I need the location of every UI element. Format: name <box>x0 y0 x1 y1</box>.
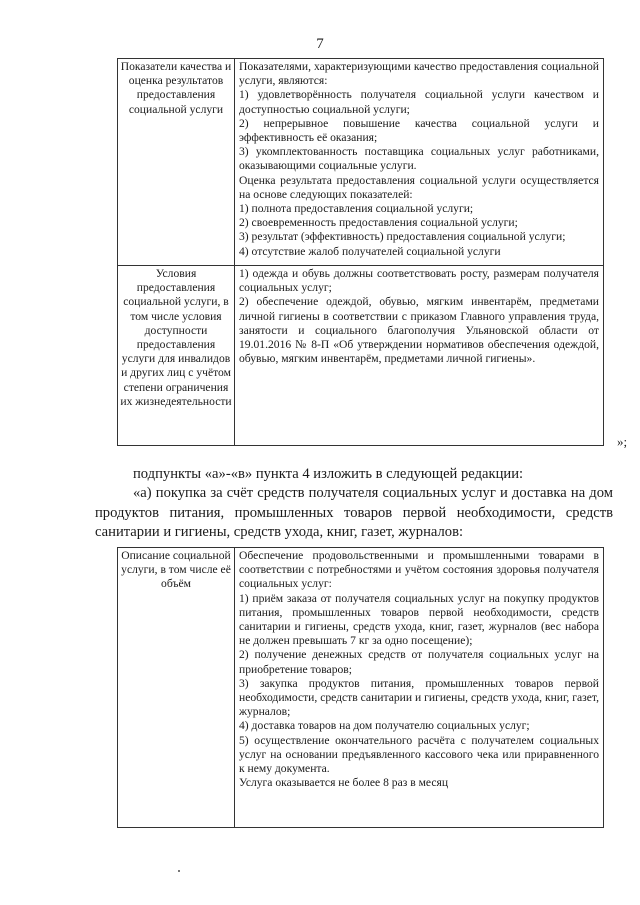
body-paragraph: «а) покупка за счёт средств получателя социальных услуг и доставка на дом продуктов питания, промышленных товаров первой необходимости, средств санитарии и гигиены, средств ухода, книг, газет, журналов: <box>95 485 613 540</box>
content-line: 2) своевременность предоставления социальной услуги; <box>239 216 518 230</box>
service-quality-table <box>117 58 604 446</box>
content-line: Показателями, характеризующими качество предоставления социальной услуги, являются: <box>239 60 599 88</box>
scan-speck <box>178 870 180 872</box>
content-line: 2) обеспечение одеждой, обувью, мягким инвентарём, предметами личной гигиены в соответствии с приказом Главного управления труда, занятости и социального благополучия Ульяновской области от 19.01.2016 № 8-П «Об утверждении нормативов обеспечения одеждой, обувью, мягким инвентарём, предметами личной гигиены». <box>239 295 599 366</box>
content-line: 3) закупка продуктов питания, промышленных товаров первой необходимости, средств санитарии и гигиены, средств ухода, книг, газет, журналов; <box>239 676 599 719</box>
row-label: Условия предоставления социальной услуги, в том числе условия доступности предоставления услуги для инвалидов и других лиц с учётом степени ограничения их жизнедеятельности <box>118 266 235 446</box>
content-line: Услуга оказывается не более 8 раз в месяц <box>239 776 449 790</box>
content-line: 4) доставка товаров на дом получателю социальных услуг; <box>239 719 530 733</box>
row-content <box>235 548 604 828</box>
content-line: 1) одежда и обувь должны соответствовать росту, размерам получателя социальных услуг; <box>239 267 599 295</box>
content-line: 2) непрерывное повышение качества социальной услуги и эффективность её оказания; <box>239 116 599 145</box>
content-line: 3) результат (эффективность) предоставления социальной услуги; <box>239 230 566 244</box>
content-line: 4) отсутствие жалоб получателей социальной услуги <box>239 244 501 258</box>
table-row <box>118 548 604 828</box>
content-line: 2) получение денежных средств от получателя социальных услуг на приобретение товаров; <box>239 648 599 676</box>
table-row <box>118 59 604 266</box>
row-label: Описание социальной услуги, в том числе её объём <box>118 548 235 828</box>
row-content <box>235 59 604 266</box>
row-label: Показатели качества и оценка результатов предоставления социальной услуги <box>118 59 235 266</box>
content-line: 1) полнота предоставления социальной услуги; <box>239 202 474 216</box>
table-row <box>118 266 604 446</box>
content-line: Обеспечение продовольственными и промышленными товарами в соответствии с потребностями и учётом состояния здоровья получателя социальных услуг: <box>239 549 599 591</box>
page-number: 7 <box>316 36 324 52</box>
content-line: 1) приём заказа от получателя социальных услуг на покупку продуктов питания, промышленных товаров первой необходимости, средств санитарии и гигиены, средств ухода, книг, газет, журналов (вес набора не должен превышать 7 кг за одно посещение); <box>239 591 599 648</box>
service-description-table <box>117 547 604 828</box>
content-line: 5) осуществление окончательного расчёта с получателем социальных услуг на основании предъявленного кассового чека или приравненного к нему документа. <box>239 733 599 776</box>
content-line: 3) укомплектованность поставщика социальных услуг работниками, оказывающими социальные услуги. <box>239 145 599 173</box>
content-line: 1) удовлетворённость получателя социальной услуги качеством и доступностью социальной услуги; <box>239 88 599 116</box>
body-paragraph: подпункты «а»-«в» пункта 4 изложить в следующей редакции: <box>133 466 524 482</box>
content-line: Оценка результата предоставления социальной услуги осуществляется на основе следующих показателей: <box>239 173 599 201</box>
closing-quote-mark: »; <box>617 434 628 449</box>
row-content <box>235 266 604 446</box>
